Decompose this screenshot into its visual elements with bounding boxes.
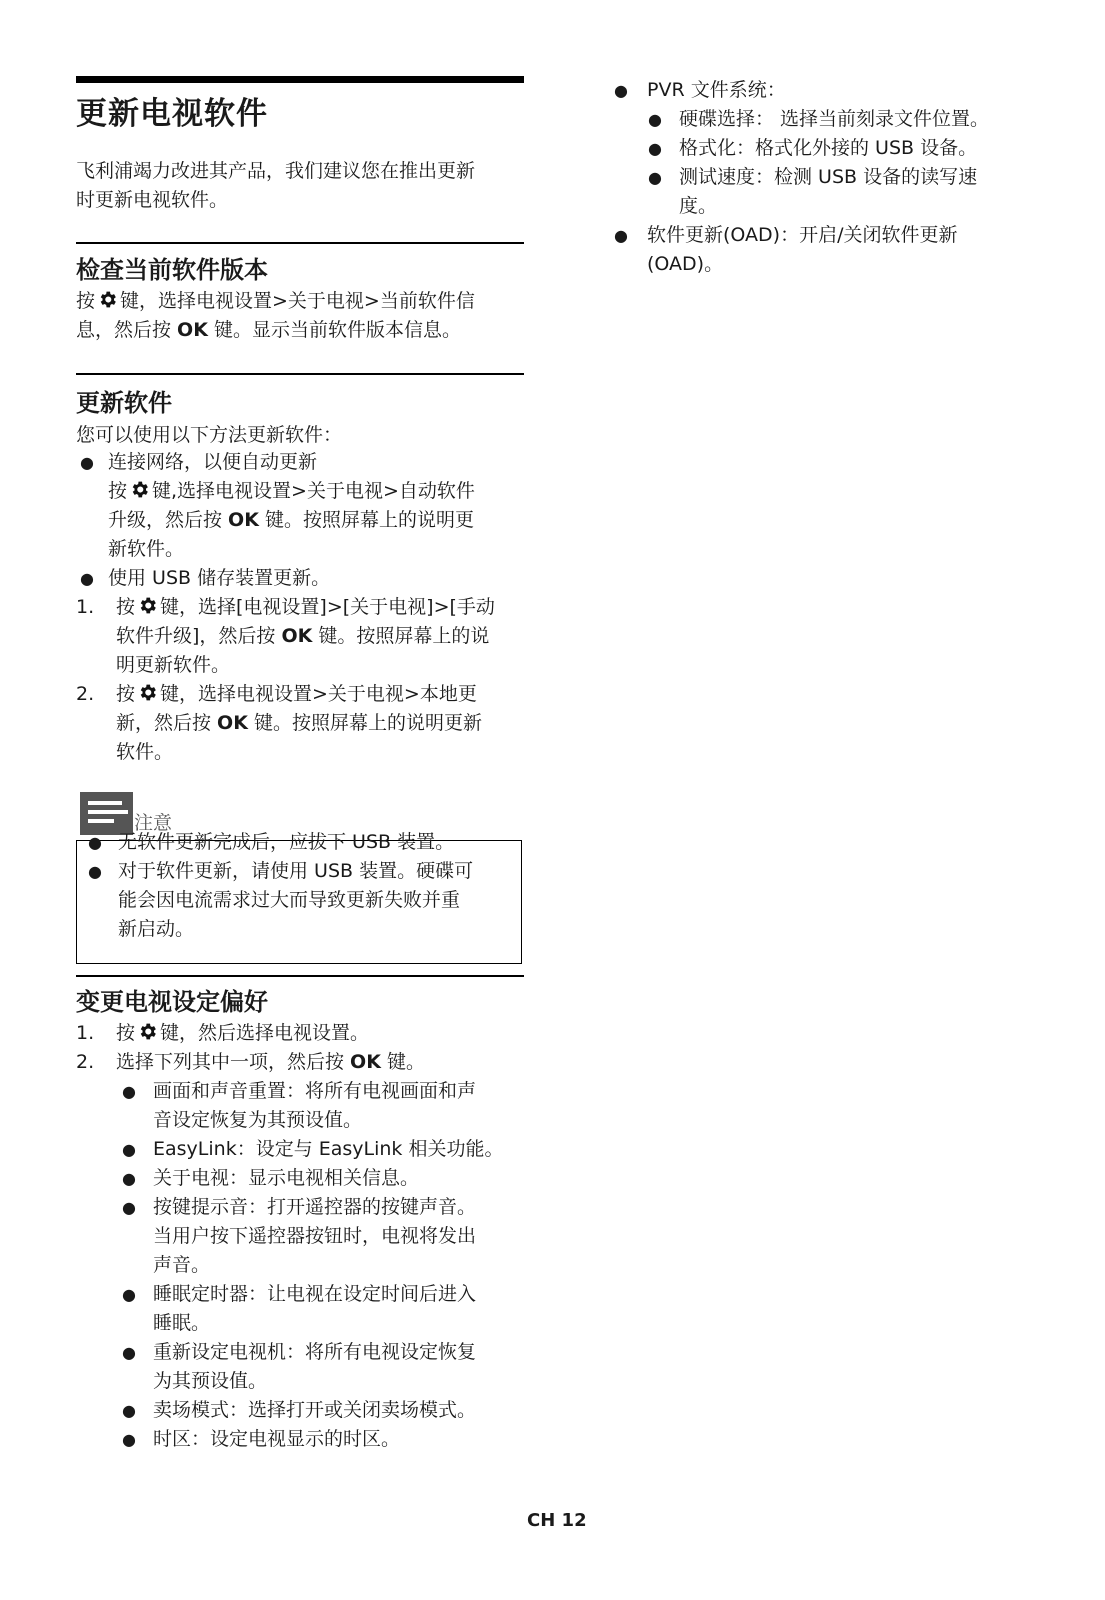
pref-item-reset-line-2: 音设定恢复为其预设值。 xyxy=(153,1109,363,1131)
pvr-item-disk: 硬碟选择： 选择当前刻录文件位置。 xyxy=(679,108,990,130)
gear-icon xyxy=(137,1021,158,1042)
gear-icon xyxy=(97,289,118,310)
bullet-dot: ● xyxy=(80,569,94,588)
oad-line-2: (OAD)。 xyxy=(647,253,724,275)
update-step-1-line-1: 按 键，选择[电视设置]>[关于电视]>[手动 xyxy=(116,596,495,618)
pref-item-factory-line-2: 为其预设值。 xyxy=(153,1370,268,1392)
note-label: 注意 xyxy=(134,812,173,834)
pref-item-about: 关于电视：显示电视相关信息。 xyxy=(153,1167,420,1189)
update-bullet-1-line-3: 新软件。 xyxy=(108,538,185,560)
section-rule xyxy=(76,975,524,977)
gear-icon xyxy=(129,479,150,500)
update-lead: 您可以使用以下方法更新软件： xyxy=(76,424,343,446)
bullet-dot: ● xyxy=(122,1198,136,1217)
intro-line-1: 飞利浦竭力改进其产品，我们建议您在推出更新 xyxy=(76,160,476,182)
page-title: 更新电视软件 xyxy=(76,96,268,132)
pvr-item-format: 格式化：格式化外接的 USB 设备。 xyxy=(679,137,978,159)
step-number: 2. xyxy=(76,683,95,705)
step-number: 2. xyxy=(76,1051,95,1073)
bullet-dot: ● xyxy=(122,1169,136,1188)
pref-item-shop-mode: 卖场模式：选择打开或关闭卖场模式。 xyxy=(153,1399,477,1421)
bullet-dot: ● xyxy=(648,110,662,129)
update-bullet-1: 连接网络，以便自动更新 xyxy=(108,451,318,473)
update-step-1-line-3: 明更新软件。 xyxy=(116,654,231,676)
bullet-dot: ● xyxy=(122,1140,136,1159)
bullet-dot: ● xyxy=(88,862,102,881)
preferences-step-1: 按 键，然后选择电视设置。 xyxy=(116,1022,370,1044)
check-version-line-2: 息，然后按 OK 键。显示当前软件版本信息。 xyxy=(76,319,461,341)
pref-item-keytone-line-1: 按键提示音：打开遥控器的按键声音。 xyxy=(153,1196,477,1218)
update-step-2-line-1: 按 键，选择电视设置>关于电视>本地更 xyxy=(116,683,477,705)
pref-item-timezone: 时区：设定电视显示的时区。 xyxy=(153,1428,401,1450)
preferences-heading: 变更电视设定偏好 xyxy=(76,988,268,1016)
pvr-heading: PVR 文件系统： xyxy=(647,79,786,101)
pvr-item-speed-line-1: 测试速度：检测 USB 设备的读写速 xyxy=(679,166,978,188)
note-item-2-line-1: 对于软件更新，请使用 USB 装置。硬碟可 xyxy=(118,860,474,882)
step-number: 1. xyxy=(76,1022,95,1044)
title-bar xyxy=(76,76,524,83)
step-number: 1. xyxy=(76,596,95,618)
pref-item-sleep-line-2: 睡眠。 xyxy=(153,1312,211,1334)
bullet-dot: ● xyxy=(648,139,662,158)
bullet-dot: ● xyxy=(122,1401,136,1420)
bullet-dot: ● xyxy=(614,226,628,245)
update-step-2-line-3: 软件。 xyxy=(116,741,174,763)
bullet-dot: ● xyxy=(122,1082,136,1101)
check-version-line-1: 按 键，选择电视设置>关于电视>当前软件信 xyxy=(76,290,475,312)
page-number: CH 12 xyxy=(527,1510,587,1531)
update-bullet-1-line-2: 升级，然后按 OK 键。按照屏幕上的说明更 xyxy=(108,509,474,531)
pref-item-keytone-line-3: 声音。 xyxy=(153,1254,211,1276)
update-step-2-line-2: 新，然后按 OK 键。按照屏幕上的说明更新 xyxy=(116,712,482,734)
pref-item-reset-line-1: 画面和声音重置：将所有电视画面和声 xyxy=(153,1080,477,1102)
pref-item-keytone-line-2: 当用户按下遥控器按钮时，电视将发出 xyxy=(153,1225,477,1247)
pref-item-factory-line-1: 重新设定电视机：将所有电视设定恢复 xyxy=(153,1341,477,1363)
bullet-dot: ● xyxy=(80,453,94,472)
bullet-dot: ● xyxy=(614,81,628,100)
pref-item-easylink: EasyLink：设定与 EasyLink 相关功能。 xyxy=(153,1138,504,1160)
gear-icon xyxy=(137,682,158,703)
update-step-1-line-2: 软件升级]，然后按 OK 键。按照屏幕上的说 xyxy=(116,625,490,647)
bullet-dot: ● xyxy=(122,1285,136,1304)
note-item-1: 无软件更新完成后，应拔下 USB 装置。 xyxy=(118,831,455,853)
gear-icon xyxy=(137,595,158,616)
note-item-2-line-3: 新启动。 xyxy=(118,918,195,940)
update-bullet-2: 使用 USB 储存装置更新。 xyxy=(108,567,331,589)
intro-line-2: 时更新电视软件。 xyxy=(76,189,229,211)
update-software-heading: 更新软件 xyxy=(76,389,172,417)
bullet-dot: ● xyxy=(88,833,102,852)
section-rule xyxy=(76,242,524,244)
bullet-dot: ● xyxy=(122,1430,136,1449)
bullet-dot: ● xyxy=(648,168,662,187)
pvr-item-speed-line-2: 度。 xyxy=(679,195,718,217)
oad-line-1: 软件更新(OAD)：开启/关闭软件更新 xyxy=(647,224,958,246)
check-version-heading: 检查当前软件版本 xyxy=(76,256,268,284)
pref-item-sleep-line-1: 睡眠定时器：让电视在设定时间后进入 xyxy=(153,1283,477,1305)
preferences-step-2: 选择下列其中一项，然后按 OK 键。 xyxy=(116,1051,425,1073)
section-rule xyxy=(76,373,524,375)
note-item-2-line-2: 能会因电流需求过大而导致更新失败并重 xyxy=(118,889,461,911)
bullet-dot: ● xyxy=(122,1343,136,1362)
update-bullet-1-line-1: 按 键,选择电视设置>关于电视>自动软件 xyxy=(108,480,475,502)
